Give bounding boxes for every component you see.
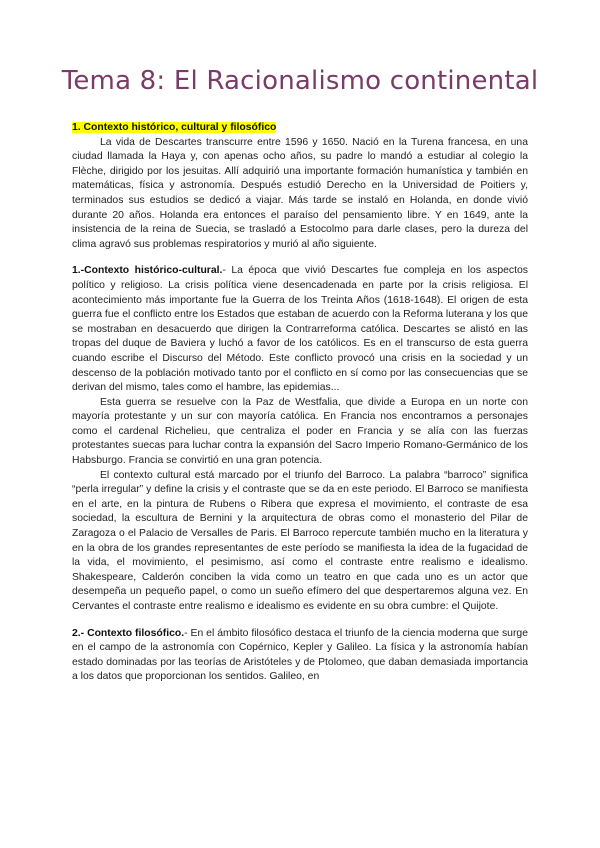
page-title: Tema 8: El Racionalismo continental — [61, 66, 539, 96]
paragraph-filosofico-text: - En el ámbito filosófico destaca el triunfo de la ciencia moderna que surge en el campo de la astronomía con Copérnico, Kepler y Galileo. La física y la astronomía habían estado dominadas por las teorías de Aristóteles y de Ptolomeo, que daban demasiada importancia a los datos que proporcionan los sentidos. Galileo, en — [72, 627, 528, 683]
document-body — [72, 121, 528, 685]
paragraph-biografia: La vida de Descartes transcurre entre 1596 y 1650. Nació en la Turena francesa, en una ciudad llamada la Haya y, con apenas ocho años, su padre lo mandó a estudiar al colegio la Flèche, dirigido por los jesuitas. Allí adquirió una importante formación humanística y también en matemáticas, física y astronomía. Después estudió Derecho en la Universidad de Poitiers y, terminados sus estudios se dedicó a viajar. Más tarde se instaló en Holanda, en donde vivió durante 20 años. Holanda era entonces el paraíso del pensamiento libre. Y en 1649, ante la insistencia de la reina de Suecia, se trasladó a Estocolmo para darle clases, pero la dureza del clima agravó sus problemas respiratorios y murió al año siguiente. — [72, 136, 528, 250]
paragraph-barroco: El contexto cultural está marcado por el triunfo del Barroco. La palabra “barroco” significa “perla irregular” y define la crisis y el contraste que se da en este periodo. El Barroco se manifiesta en el arte, en la pintura de Rubens o Ribera que expresa el movimiento, el contraste de esa sociedad, la escultura de Bernini y la arquitectura de obras como el monasterio del Pilar de Zaragoza o el Palacio de Versalles de Paris. El Barroco repercute también mucho en la literatura y en la obra de los grandes representantes de este período se manifiesta la idea de la fugacidad de la vida, el movimiento, el pesimismo, así como el contraste entre realismo e idealismo. Shakespeare, Calderón conciben la vida como un teatro en que cada uno es un actor que desempeña un pequeño papel, o como un sueño efímero del que despertaremos alguna vez. En Cervantes el contraste entre realismo e idealismo es evidente en su obra cumbre: el Quijote. — [72, 469, 528, 612]
paragraph-filosofico — [72, 627, 528, 685]
section-heading-historico-cultural: 1.-Contexto histórico-cultural. — [72, 265, 223, 277]
section-heading-filosofico: 2.- Contexto filosófico. — [72, 627, 185, 639]
section-heading-contexto: 1. Contexto histórico, cultural y filosófico — [72, 122, 277, 133]
paragraph-westfalia: Esta guerra se resuelve con la Paz de Westfalia, que divide a Europa en un norte con mayoría protestante y un sur con mayoría católica. En Francia nos encontramos a personajes como el cardenal Richelieu, que centraliza el poder en Francia y se alía con las fuerzas protestantes suecas para luchar contra la expansión del Sacro Imperio Romano-Germánico de los Habsburgo. Francia se convirtió en una gran potencia. — [72, 396, 528, 467]
paragraph-historico-text: - La época que vivió Descartes fue compleja en los aspectos político y religioso. La crisis política viene desencadenada en parte por la crisis religiosa. El acontecimiento más importante fue la Guerra de los Treinta Años (1618-1648). El origen de esta guerra fue el conflicto entre los Estados que estaban de acuerdo con la Reforma luterana y los que se mostraban en desacuerdo que dirigen la Contrarreforma católica. Descartes se alistó en las tropas del duque de Baviera y luchó a favor de los católicos. Es en el transcurso de esta guerra cuando escribe el Discurso del Método. Este conflicto provocó una crisis en la sociedad y un descenso de la población motivado tanto por el conflicto en sí como por las consecuencias que se derivan del mismo, tales como el hambre, las epidemias... — [72, 265, 528, 394]
paragraph-historico-cultural — [72, 264, 528, 395]
spacer — [72, 252, 528, 264]
spacer — [72, 615, 528, 627]
